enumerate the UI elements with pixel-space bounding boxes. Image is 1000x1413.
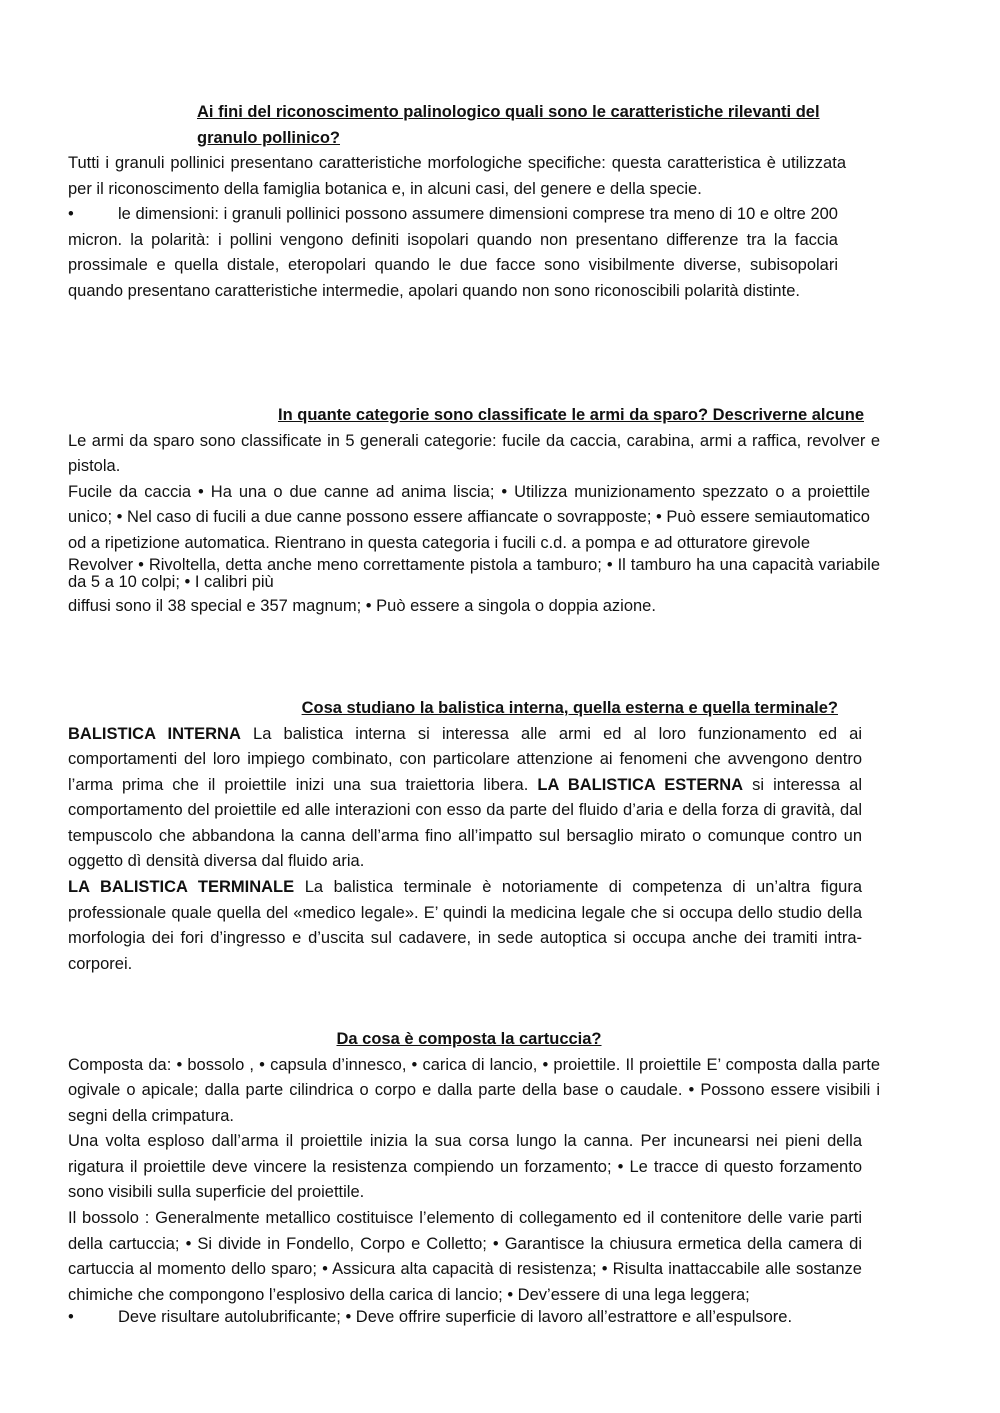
text-balistica-terminale: La balistica terminale è notoriamente di competenza di un’altra figura professionale quale quella del «medico legale». E’ quindi la medicina legale che si occupa dello studio della morfologia dei fori d’ingresso e d’uscita sul cadavere, in sede autoptica si occupa anche dei tramiti intra-corporei. [68, 878, 862, 973]
section-heading: Cosa studiano la balistica interna, quella esterna e quella terminale? [301, 699, 838, 717]
paragraph: Fucile da caccia • Ha una o due canne ad anima liscia; • Utilizza munizionamento spezzato o a proiettile unico; • Nel caso di fucili a due canne possono essere affiancate o sovrapposte; • Può essere semiautomatico od a ripetizione automatica. Rientrano in questa categoria i fucili c.d. a pompa e ad otturatore girevole [68, 482, 870, 552]
paragraph-revolver: Revolver • Rivoltella, detta anche meno correttamente pistola a tamburo; • Il tamburo ha una capacità variabile da 5 a 10 colpi; • I calibri più [68, 556, 880, 592]
text-balistica-interna: La balistica interna si interessa alle armi ed al loro funzionamento ed ai comportamenti del loro impiego combinato, con particolare attenzione ai fenomeni che avvengono dentro l’arma prima che il proiettile inizi una sua traiettoria libera. [68, 724, 862, 794]
term-balistica-esterna: LA BALISTICA ESTERNA [537, 775, 744, 794]
paragraph: Composta da: • bossolo , • capsula d’innesco, • carica di lancio, • proiettile. Il proiettile E’ composta dalla parte ogivale o apicale; dalla parte cilindrica o corpo e dalla parte della base o caudale. • Possono essere visibili i segni della crimpatura. [68, 1055, 880, 1125]
section-armi [68, 403, 880, 620]
section-heading [68, 100, 880, 151]
bullet-paragraph [68, 1309, 880, 1326]
paragraph: Una volta esploso dall’arma il proiettile inizia la sua corsa lungo la canna. Per incunearsi nei pieni della rigatura il proiettile deve vincere la resistenza compiendo un forzamento; • Le tracce di questo forzamento sono visibili sulla superficie del proiettile. [68, 1132, 862, 1202]
term-balistica-interna: BALISTICA INTERNA [68, 724, 241, 743]
paragraph-balistica [68, 722, 862, 978]
term-balistica-terminale: LA BALISTICA TERMINALE [68, 878, 295, 897]
text-balistica-esterna: si interessa al comportamento del proiettile ed alle interazioni con esso da parte del fluido d’aria e della forza di gravità, dal tempuscolo che abbandona la canna dell’arma fino all’impatto sul bersaglio mirato o comunque contro un oggetto dì densità diversa dal fluido aria. [68, 775, 862, 871]
heading-line-1: Ai fini del riconoscimento palinologico quali sono le caratteristiche rilevanti del [197, 103, 820, 121]
section-heading: Da cosa è composta la cartuccia? [336, 1030, 602, 1048]
section-heading: In quante categorie sono classificate le armi da sparo? Descriverne alcune [278, 406, 864, 424]
bullet-marker: • [68, 205, 74, 224]
section-balistica [68, 696, 862, 977]
bullet-text: Deve risultare autolubrificante; • Deve offrire superficie di lavoro all’estrattore e all’espulsore. [118, 1308, 793, 1327]
paragraph: diffusi sono il 38 special e 357 magnum; • Può essere a singola o doppia azione. [68, 597, 656, 616]
bullet-marker: • [68, 1308, 74, 1327]
bullet-paragraph [68, 202, 838, 304]
paragraph: Tutti i granuli pollinici presentano caratteristiche morfologiche specifiche: questa caratteristica è utilizzata per il riconoscimento della famiglia botanica e, in alcuni casi, del genere e della specie. [68, 154, 846, 198]
heading-line-2: granulo pollinico? [197, 128, 340, 147]
bullet-text: le dimensioni: i granuli pollinici possono assumere dimensioni comprese tra meno di 10 e oltre 200 micron. la polarità: i pollini vengono definiti isopolari quando non presentano differenze tra la faccia prossimale e quella distale, eteropolari quando le due facce sono visibilmente diverse, subisopolari quando presentano caratteristiche intermedie, apolari quando non sono riconoscibili polarità distinte. [68, 205, 838, 300]
paragraph: Il bossolo : Generalmente metallico costituisce l’elemento di collegamento ed il contenitore delle varie parti della cartuccia; • Si divide in Fondello, Corpo e Colletto; • Garantisce la chiusura ermetica della camera di cartuccia al momento dello sparo; • Assicura alta capacità di resistenza; • Risulta inattaccabile alle sostanze chimiche che compongono l’esplosivo della carica di lancio; • Dev’essere di una lega leggera; [68, 1209, 862, 1304]
section-palinologia [68, 100, 880, 305]
paragraph: Le armi da sparo sono classificate in 5 generali categorie: fucile da caccia, carabina, armi a raffica, revolver e pistola. [68, 431, 880, 476]
section-cartuccia [68, 1027, 880, 1326]
